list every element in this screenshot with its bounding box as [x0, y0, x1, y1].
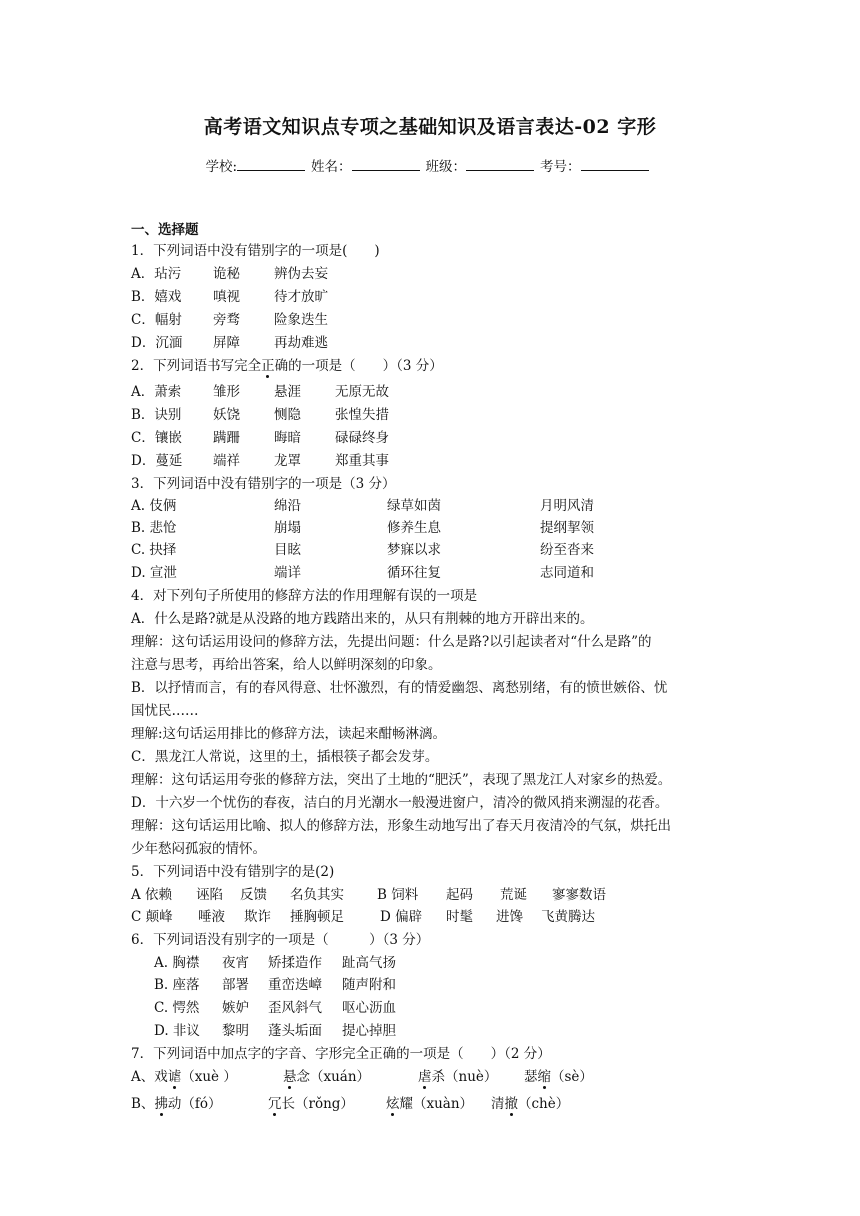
option-word: 矫揉造作: [268, 955, 322, 971]
option-word: 呕心沥血: [342, 1000, 396, 1016]
option-word: 绿草如茵: [387, 498, 441, 514]
name-blank: [352, 158, 420, 171]
name-label: 姓名：: [311, 159, 352, 175]
option-word: C．幅射: [131, 312, 182, 328]
option-word: 捶胸顿足: [290, 909, 344, 925]
option-word: 张惶失措: [335, 407, 389, 423]
option-word: 恻隐: [274, 407, 301, 423]
option-word: 雏形: [213, 384, 240, 400]
option-word: D．沉湎: [131, 335, 183, 351]
q1-stem: 1．下列词语中没有错别字的一项是( ): [131, 243, 380, 259]
option-word: A. 胸襟: [154, 955, 200, 971]
option-word: 辨伪去妄: [274, 266, 328, 282]
exam-no-blank: [581, 158, 649, 171]
q4-stem: 4．对下列句子所使用的修辞方法的作用理解有误的一项是: [131, 588, 478, 604]
option-text: 清: [491, 1096, 505, 1112]
dotted-char: 正: [261, 358, 275, 374]
q4-line: 注意与思考，再给出答案，给人以鲜明深刻的印象。: [131, 657, 442, 673]
option-text: （chè）: [518, 1096, 570, 1112]
option-word: 梦寐以求: [387, 542, 441, 558]
q4-line: 理解：这句话运用比喻、拟人的修辞方法，形象生动地写出了春天月夜清冷的气氛，烘托出: [131, 818, 671, 834]
option-word: [386, 1095, 473, 1113]
option-text: 念（xuán）: [296, 1069, 371, 1085]
class-label: 班级：: [425, 159, 467, 175]
option-word: 提心掉胆: [342, 1023, 396, 1039]
option-word: 诬陷: [196, 887, 223, 903]
option-word: [131, 1068, 237, 1086]
option-word: 进馋: [496, 909, 523, 925]
option-word: D. 宣泄: [131, 565, 177, 581]
option-word: A．萧索: [131, 384, 182, 400]
school-label: 学校:: [205, 159, 238, 175]
student-info-line: [0, 155, 860, 175]
option-text: 动（fó）: [167, 1096, 222, 1112]
option-word: 嫉妒: [222, 1000, 249, 1016]
option-word: [283, 1068, 370, 1086]
option-word: [131, 1095, 222, 1113]
option-word: 反馈: [240, 887, 267, 903]
option-word: 唾液: [198, 909, 225, 925]
option-word: 诡秘: [213, 266, 240, 282]
option-word: C．镶嵌: [131, 430, 182, 446]
option-word: 旁骛: [213, 312, 240, 328]
dotted-char: 撤: [504, 1096, 518, 1112]
option-word: 名负其实: [290, 887, 344, 903]
dotted-char: 谑: [167, 1069, 182, 1085]
q4-line: A．什么是路?就是从没路的地方践踏出来的，从只有荆棘的地方开辟出来的。: [131, 611, 594, 627]
option-word: 碌碌终身: [335, 430, 389, 446]
class-blank: [466, 158, 534, 171]
option-word: C. 愕然: [154, 1000, 200, 1016]
q5-stem: 5．下列词语中没有错别字的是(2): [131, 864, 335, 880]
stem-text: 2．下列词语书写完全: [131, 358, 262, 374]
option-word: [268, 1095, 354, 1113]
option-word: 歪风斜气: [268, 1000, 322, 1016]
option-word: 时髦: [446, 909, 473, 925]
option-word: [524, 1068, 593, 1086]
option-word: D．蔓延: [131, 453, 183, 469]
option-word: C 颠峰: [131, 909, 173, 925]
option-word: 端祥: [213, 453, 240, 469]
option-word: 寥寥数语: [552, 887, 606, 903]
option-word: 嗔视: [213, 289, 240, 305]
option-word: 荒诞: [500, 887, 527, 903]
option-word: 端详: [274, 565, 301, 581]
section-heading: 一、选择题: [131, 222, 199, 238]
option-text: A、戏: [131, 1069, 168, 1085]
option-word: 部署: [222, 977, 249, 993]
option-word: 月明风清: [540, 498, 594, 514]
option-word: 待才放旷: [274, 289, 328, 305]
option-word: C. 抉择: [131, 542, 177, 558]
option-text: （sè）: [551, 1069, 593, 1085]
school-blank: [237, 158, 305, 171]
q3-stem: 3．下列词语中没有错别字的一项是（3 分）: [131, 476, 396, 492]
option-word: 晦暗: [274, 430, 301, 446]
option-word: D 偏辟: [380, 909, 423, 925]
option-word: 蓬头垢面: [268, 1023, 322, 1039]
dotted-char: 冗: [268, 1096, 282, 1112]
option-word: 蹒跚: [213, 430, 240, 446]
option-text: B、: [131, 1096, 155, 1112]
document-title: 高考语文知识点专项之基础知识及语言表达-02 字形: [203, 116, 657, 138]
option-word: 起码: [446, 887, 473, 903]
option-word: 欺诈: [244, 909, 271, 925]
q4-line: 国忧民……: [131, 703, 199, 719]
q4-line: 理解:这句话运用排比的修辞方法，读起来酣畅淋漓。: [131, 726, 447, 742]
option-word: 夜宵: [222, 955, 249, 971]
option-word: B 饲料: [377, 887, 419, 903]
q4-line: B．以抒情而言，有的春风得意、壮怀激烈，有的情爱幽怨、离愁别绪，有的愤世嫉俗、忧: [131, 680, 668, 696]
option-word: 绵沿: [274, 498, 301, 514]
exam-no-label: 考号：: [540, 159, 581, 175]
dotted-char: 炫: [386, 1096, 400, 1112]
option-text: （xuè ）: [181, 1069, 237, 1085]
option-word: 龙罩: [274, 453, 301, 469]
option-word: D. 非议: [154, 1023, 200, 1039]
option-text: 耀（xuàn）: [399, 1096, 474, 1112]
option-word: A．玷污: [131, 266, 182, 282]
option-word: 提纲挈领: [540, 520, 594, 536]
option-word: 飞黄腾达: [541, 909, 595, 925]
option-word: A 依赖: [131, 887, 173, 903]
option-word: 志同道和: [540, 565, 594, 581]
dotted-char: 虐: [418, 1069, 432, 1085]
dotted-char: 悬: [283, 1069, 297, 1085]
q4-line: 少年愁闷孤寂的情怀。: [131, 841, 266, 857]
option-word: 郑重其事: [335, 453, 389, 469]
option-word: A. 伎俩: [131, 498, 177, 514]
q2-stem: [131, 357, 443, 375]
option-word: 险象迭生: [274, 312, 328, 328]
option-word: 妖饶: [213, 407, 240, 423]
option-word: B. 座落: [154, 977, 200, 993]
dotted-char: 缩: [537, 1069, 551, 1085]
option-word: B. 悲怆: [131, 520, 177, 536]
q7-stem: 7．下列词语中加点字的字音、字形完全正确的一项是（ ）（2 分）: [131, 1046, 551, 1062]
option-word: 重峦迭嶂: [268, 977, 322, 993]
q4-line: D．十六岁一个忧伤的春夜，洁白的月光潮水一般漫进窗户，清冷的微风捎来溯湿的花香。: [131, 795, 669, 811]
q6-stem: 6．下列词语没有别字的一项是（ ）（3 分）: [131, 932, 430, 948]
option-word: 黎明: [222, 1023, 249, 1039]
option-word: B．诀别: [131, 407, 182, 423]
option-word: 目眩: [274, 542, 301, 558]
option-word: 无原无故: [335, 384, 389, 400]
option-word: B．嬉戏: [131, 289, 182, 305]
option-word: [418, 1068, 497, 1086]
dotted-char: 拂: [154, 1096, 168, 1112]
option-text: 杀（nuè）: [431, 1069, 498, 1085]
option-word: 崩塌: [274, 520, 301, 536]
option-word: 悬涯: [274, 384, 301, 400]
q4-line: C．黑龙江人常说，这里的土，插根筷子都会发芽。: [131, 749, 439, 765]
stem-text: 确的一项是（ ）（3 分）: [274, 358, 443, 374]
q4-line: 理解：这句话运用设问的修辞方法，先提出问题：什么是路?以引起读者对“什么是路”的: [131, 634, 652, 650]
option-word: 趾高气扬: [342, 955, 396, 971]
option-word: 纷至沓来: [540, 542, 594, 558]
option-text: 长（rǒng）: [281, 1096, 354, 1112]
option-word: 屏障: [213, 335, 240, 351]
option-word: 再劫难逃: [274, 335, 328, 351]
q4-line: 理解：这句话运用夸张的修辞方法，突出了土地的“肥沃”，表现了黑龙江人对家乡的热爱。: [131, 772, 672, 788]
option-word: 循环往复: [387, 565, 441, 581]
option-word: 随声附和: [342, 977, 396, 993]
option-word: 修养生息: [387, 520, 441, 536]
option-word: [491, 1095, 569, 1113]
option-text: 瑟: [524, 1069, 538, 1085]
